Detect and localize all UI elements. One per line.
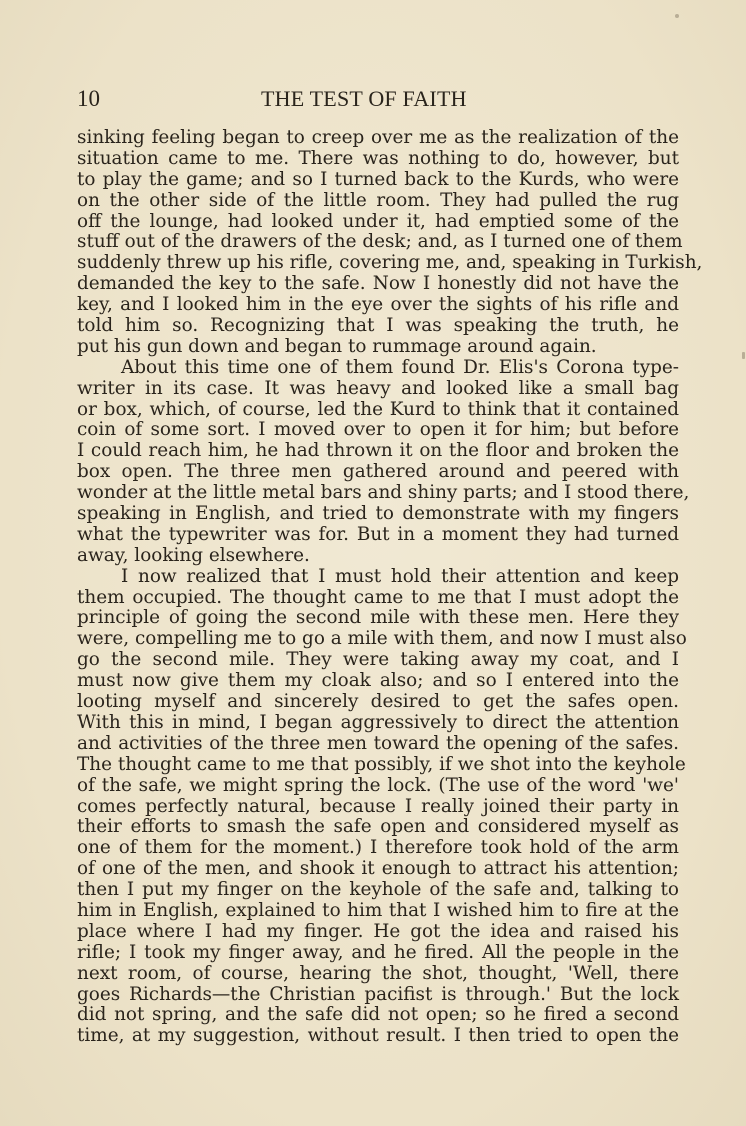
- text-line: looting myself and sincerely desired to get the safes open.: [77, 691, 679, 713]
- text-line: rifle; I took my finger away, and he fired. All the people in the: [77, 941, 679, 963]
- text-line: speaking in English, and tried to demonstrate with my fingers: [77, 503, 679, 525]
- page-number: 10: [77, 86, 100, 111]
- text-line: suddenly threw up his rifle, covering me, and, speaking in Turkish,: [77, 252, 703, 274]
- text-line: go the second mile. They were taking away my coat, and I: [77, 649, 679, 671]
- text-line: to play the game; and so I turned back to the Kurds, who were: [77, 168, 679, 190]
- text-line: must now give them my cloak also; and so I entered into the: [77, 670, 679, 692]
- text-line: off the lounge, had looked under it, had emptied some of the: [77, 210, 679, 232]
- text-line: place where I had my finger. He got the idea and raised his: [77, 920, 679, 942]
- text-line: comes perfectly natural, because I really joined their party in: [77, 795, 679, 817]
- text-line: their efforts to smash the safe open and considered myself as: [77, 816, 679, 838]
- text-line: principle of going the second mile with these men. Here they: [77, 607, 679, 629]
- text-line: goes Richards—the Christian pacifist is through.' But the lock: [77, 983, 679, 1005]
- text-line: I could reach him, he had thrown it on the floor and broken the: [77, 440, 679, 462]
- text-line: were, compelling me to go a mile with them, and now I must also: [77, 628, 687, 650]
- text-line: I now realized that I must hold their attention and keep: [121, 565, 679, 587]
- running-title: THE TEST OF FAITH: [261, 86, 467, 111]
- text-line: situation came to me. There was nothing to do, however, but: [77, 147, 679, 169]
- text-line: them occupied. The thought came to me that I must adopt the: [77, 586, 679, 608]
- text-line: box open. The three men gathered around and peered with: [77, 461, 679, 483]
- paper-speck: [742, 352, 745, 359]
- text-line: put his gun down and began to rummage around again.: [77, 335, 597, 357]
- text-line: away, looking elsewhere.: [77, 544, 310, 566]
- text-line: wonder at the little metal bars and shiny parts; and I stood there,: [77, 482, 690, 504]
- text-line: With this in mind, I began aggressively to direct the attention: [77, 711, 679, 733]
- text-line: told him so. Recognizing that I was speaking the truth, he: [77, 315, 679, 337]
- text-line: time, at my suggestion, without result. I then tried to open the: [77, 1025, 679, 1047]
- text-line: coin of some sort. I moved over to open it for him; but before: [77, 419, 679, 441]
- text-line: next room, of course, hearing the shot, thought, 'Well, there: [77, 962, 679, 984]
- text-line: sinking feeling began to creep over me as the realization of the: [77, 127, 679, 148]
- text-line: or box, which, of course, led the Kurd to think that it contained: [77, 398, 679, 420]
- text-line: stuff out of the drawers of the desk; and, as I turned one of them: [77, 231, 683, 253]
- text-line: on the other side of the little room. They had pulled the rug: [77, 189, 679, 211]
- body-text: [77, 127, 703, 1047]
- text-line: demanded the key to the safe. Now I honestly did not have the: [77, 273, 679, 295]
- text-line: him in English, explained to him that I wished him to fire at the: [77, 899, 679, 921]
- text-line: then I put my finger on the keyhole of the safe and, talking to: [77, 879, 679, 901]
- text-line: About this time one of them found Dr. Elis's Corona type-: [121, 356, 679, 378]
- text-line: key, and I looked him in the eye over the sights of his rifle and: [77, 294, 679, 316]
- text-line: one of them for the moment.) I therefore took hold of the arm: [77, 837, 679, 859]
- text-line: what the typewriter was for. But in a moment they had turned: [77, 523, 679, 545]
- text-line: of the safe, we might spring the lock. (The use of the word 'we': [77, 774, 679, 796]
- text-line: and activities of the three men toward the opening of the safes.: [77, 732, 679, 754]
- paper-speck: [675, 14, 679, 18]
- page-header: [77, 86, 677, 116]
- text-line: writer in its case. It was heavy and looked like a small bag: [77, 377, 679, 399]
- text-line: did not spring, and the safe did not open; so he fired a second: [77, 1004, 679, 1026]
- text-line: of one of the men, and shook it enough to attract his attention;: [77, 858, 679, 880]
- text-line: The thought came to me that possibly, if we shot into the keyhole: [77, 753, 686, 775]
